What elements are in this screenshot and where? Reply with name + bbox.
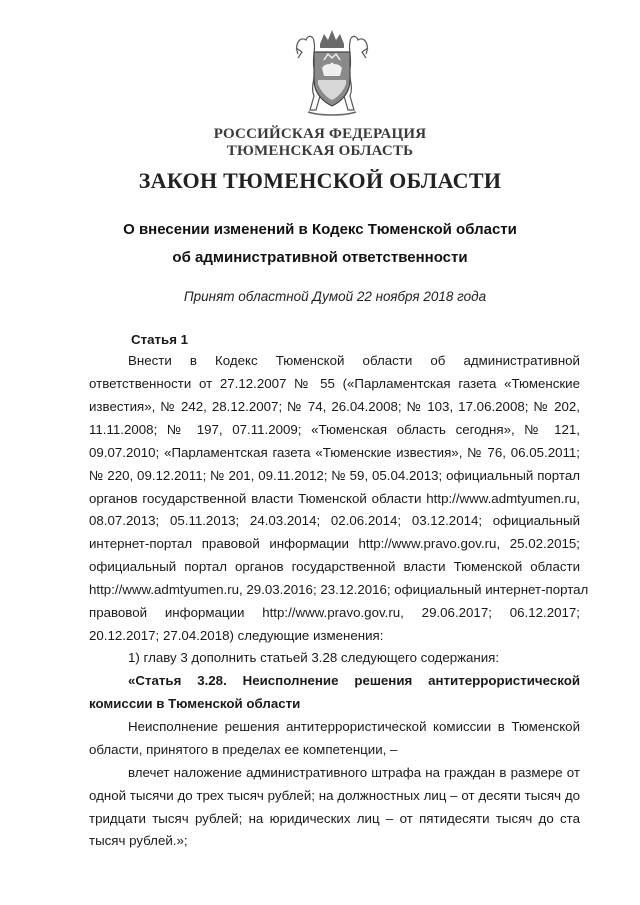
body-line: № 220, 09.12.2011; № 201, 09.11.2012; № 59, 05.04.2013; официальный портал	[89, 468, 580, 483]
body-line: органов государственной власти Тюменской области http://www.admtyumen.ru,	[89, 491, 580, 506]
body-line: http://www.admtyumen.ru, 29.03.2016; 23.12.2016; официальный интернет-портал	[89, 582, 589, 597]
body-line: 09.07.2010; «Парламентская газета «Тюменские известия», № 76, 06.05.2011;	[89, 445, 580, 460]
new-article-heading: «Статья 3.28. Неисполнение решения антитеррористической	[128, 673, 580, 688]
body-line: 1) главу 3 дополнить статьей 3.28 следующего содержания:	[128, 650, 500, 665]
law-heading: ЗАКОН ТЮМЕНСКОЙ ОБЛАСТИ	[138, 168, 502, 193]
body-line: ответственности от 27.12.2007 № 55 («Парламентская газета «Тюменские	[89, 376, 580, 391]
body-line: Неисполнение решения антитеррористической комиссии в Тюменской	[128, 719, 580, 734]
adoption-note: Принят областной Думой 22 ноября 2018 года	[183, 289, 487, 304]
body-line: тысяч рублей.»;	[89, 833, 188, 848]
body-line: тридцати тысяч рублей; на юридических лиц – от пятидесяти тысяч до ста	[89, 811, 580, 826]
new-article-heading-cont: комиссии в Тюменской области	[89, 696, 301, 711]
country-heading: РОССИЙСКАЯ ФЕДЕРАЦИЯ	[213, 126, 427, 142]
law-title-line-1: О внесении изменений в Кодекс Тюменской области	[123, 221, 517, 238]
coat-of-arms-emblem	[284, 24, 380, 120]
body-line: известия», № 242, 28.12.2007; № 74, 26.04.2008; № 103, 17.06.2008; № 202,	[89, 399, 580, 414]
article-heading: Статья 1	[131, 332, 189, 347]
body-line: влечет наложение административного штрафа на граждан в размере от	[128, 765, 580, 780]
body-line: 08.07.2013; 05.11.2013; 24.03.2014; 02.06.2014; 03.12.2014; официальный	[89, 513, 580, 528]
body-line: правовой информации http://www.pravo.gov.ru, 29.06.2017; 06.12.2017;	[89, 605, 580, 620]
law-title-line-2: об административной ответственности	[172, 249, 468, 266]
region-heading: ТЮМЕНСКАЯ ОБЛАСТЬ	[226, 143, 414, 159]
body-line: Внести в Кодекс Тюменской области об административной	[128, 353, 580, 368]
body-line: 20.12.2017; 27.04.2018) следующие изменения:	[89, 628, 384, 643]
body-line: одной тысячи до трех тысяч рублей; на должностных лиц – от десяти тысяч до	[89, 788, 580, 803]
body-line: 11.11.2008; № 197, 07.11.2009; «Тюменская область сегодня», № 121,	[89, 422, 580, 437]
body-line: области, принятого в пределах ее компетенции, –	[89, 742, 398, 757]
body-line: интернет-портал правовой информации http://www.pravo.gov.ru, 25.02.2015;	[89, 536, 580, 551]
body-line: официальный портал органов государственной власти Тюменской области	[89, 559, 580, 574]
